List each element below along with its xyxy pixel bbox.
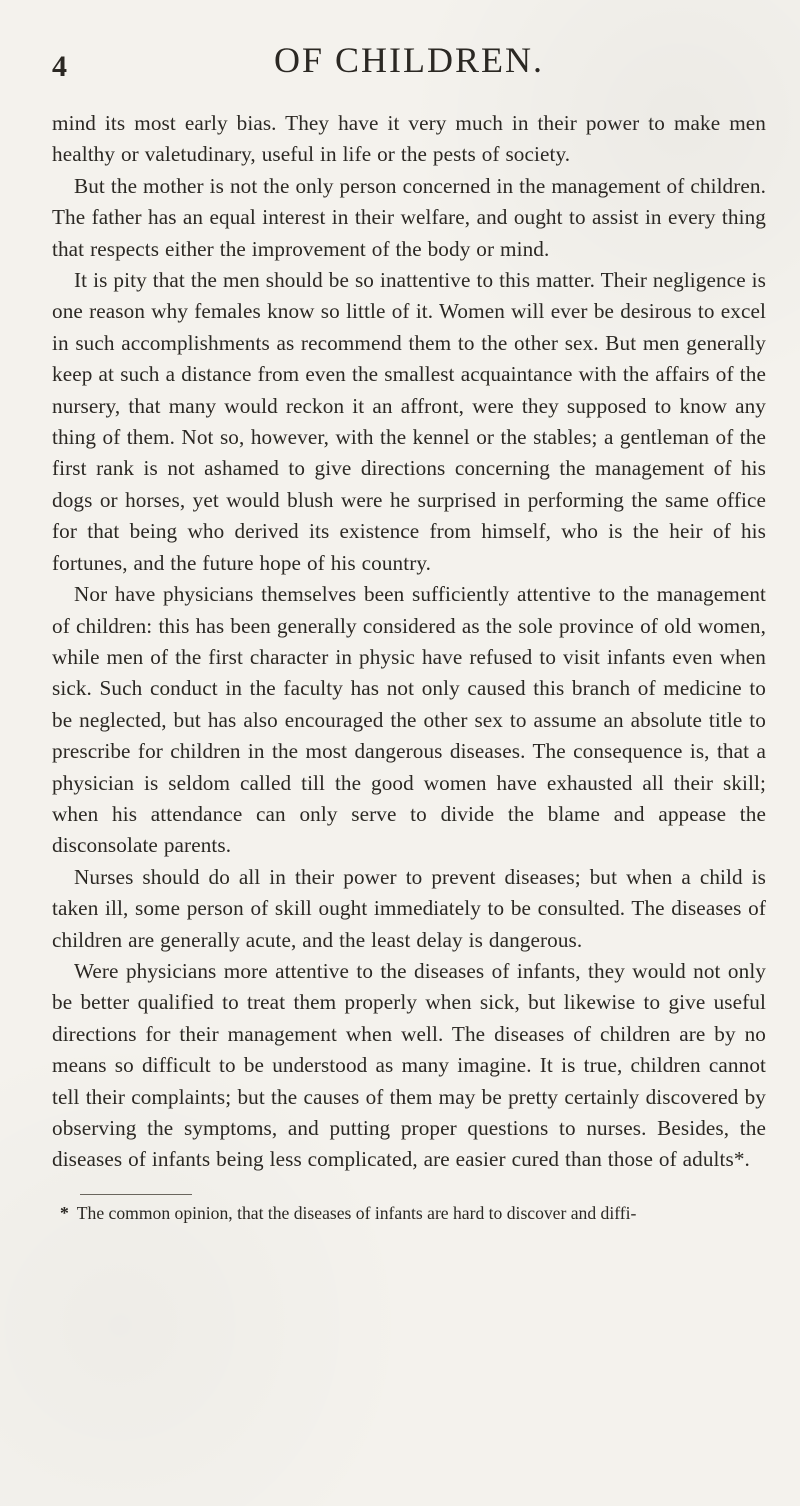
footnote-text: The common opinion, that the diseases of infants are hard to discover and diffi- xyxy=(76,1202,637,1223)
page-header xyxy=(52,42,766,86)
paragraph-2: But the mother is not the only person concerned in the management of children. The father has an equal interest in their welfare, and ought to assist in every thing that respects either the improvement of the body or mind. xyxy=(52,173,766,261)
running-head: OF CHILDREN. xyxy=(273,40,544,80)
footnote xyxy=(52,1201,766,1225)
paragraph-6: Were physicians more attentive to the diseases of infants, they would not only be better qualified to treat them properly when sick, but likewise to give useful directions for their management when well. The diseases of children are by no means so difficult to be understood as many imagine. It is true, children cannot tell their complaints; but the causes of them may be pretty certainly discovered by observing the symptoms, and putting proper questions to nurses. Besides, the diseases of infants being less complicated, are easier cured than those of adults*. xyxy=(52,958,766,1172)
page-number: 4 xyxy=(52,50,68,83)
paragraph-5: Nurses should do all in their power to prevent diseases; but when a child is taken ill, some person of skill ought immediately to be consulted. The diseases of children are generally acute, and the least delay is dangerous. xyxy=(52,864,766,952)
paragraph-4: Nor have physicians themselves been sufficiently attentive to the management of children: this has been generally considered as the sole province of old women, while men of the first character in physic have refused to visit infants even when sick. Such conduct in the faculty has not only caused this branch of medicine to be neglected, but has also encouraged the other sex to assume an absolute title to prescribe for children in the most dangerous diseases. The consequence is, that a physician is seldom called till the good women have exhausted all their skill; when his attendance can only serve to divide the blame and appease the disconsolate parents. xyxy=(52,582,766,858)
footnote-mark: * xyxy=(60,1202,69,1223)
paragraph-1: mind its most early bias. They have it very much in their power to make men healthy or valetudinary, useful in life or the pests of society. xyxy=(52,111,766,167)
main-text xyxy=(52,108,766,1176)
footnote-rule xyxy=(80,1194,192,1195)
paragraph-3: It is pity that the men should be so inattentive to this matter. Their negligence is one reason why females know so little of it. Women will ever be desirous to excel in such accomplishments as recommend them to the other sex. But men generally keep at such a distance from even the smallest acquaintance with the affairs of the nursery, that many would reckon it an affront, were they supposed to know any thing of them. Not so, however, with the kennel or the stables; a gentleman of the first rank is not ashamed to give directions concerning the management of his dogs or horses, yet would blush were he surprised in performing the same office for that being who derived its existence from himself, who is the heir of his fortunes, and the future hope of his country. xyxy=(52,268,766,575)
